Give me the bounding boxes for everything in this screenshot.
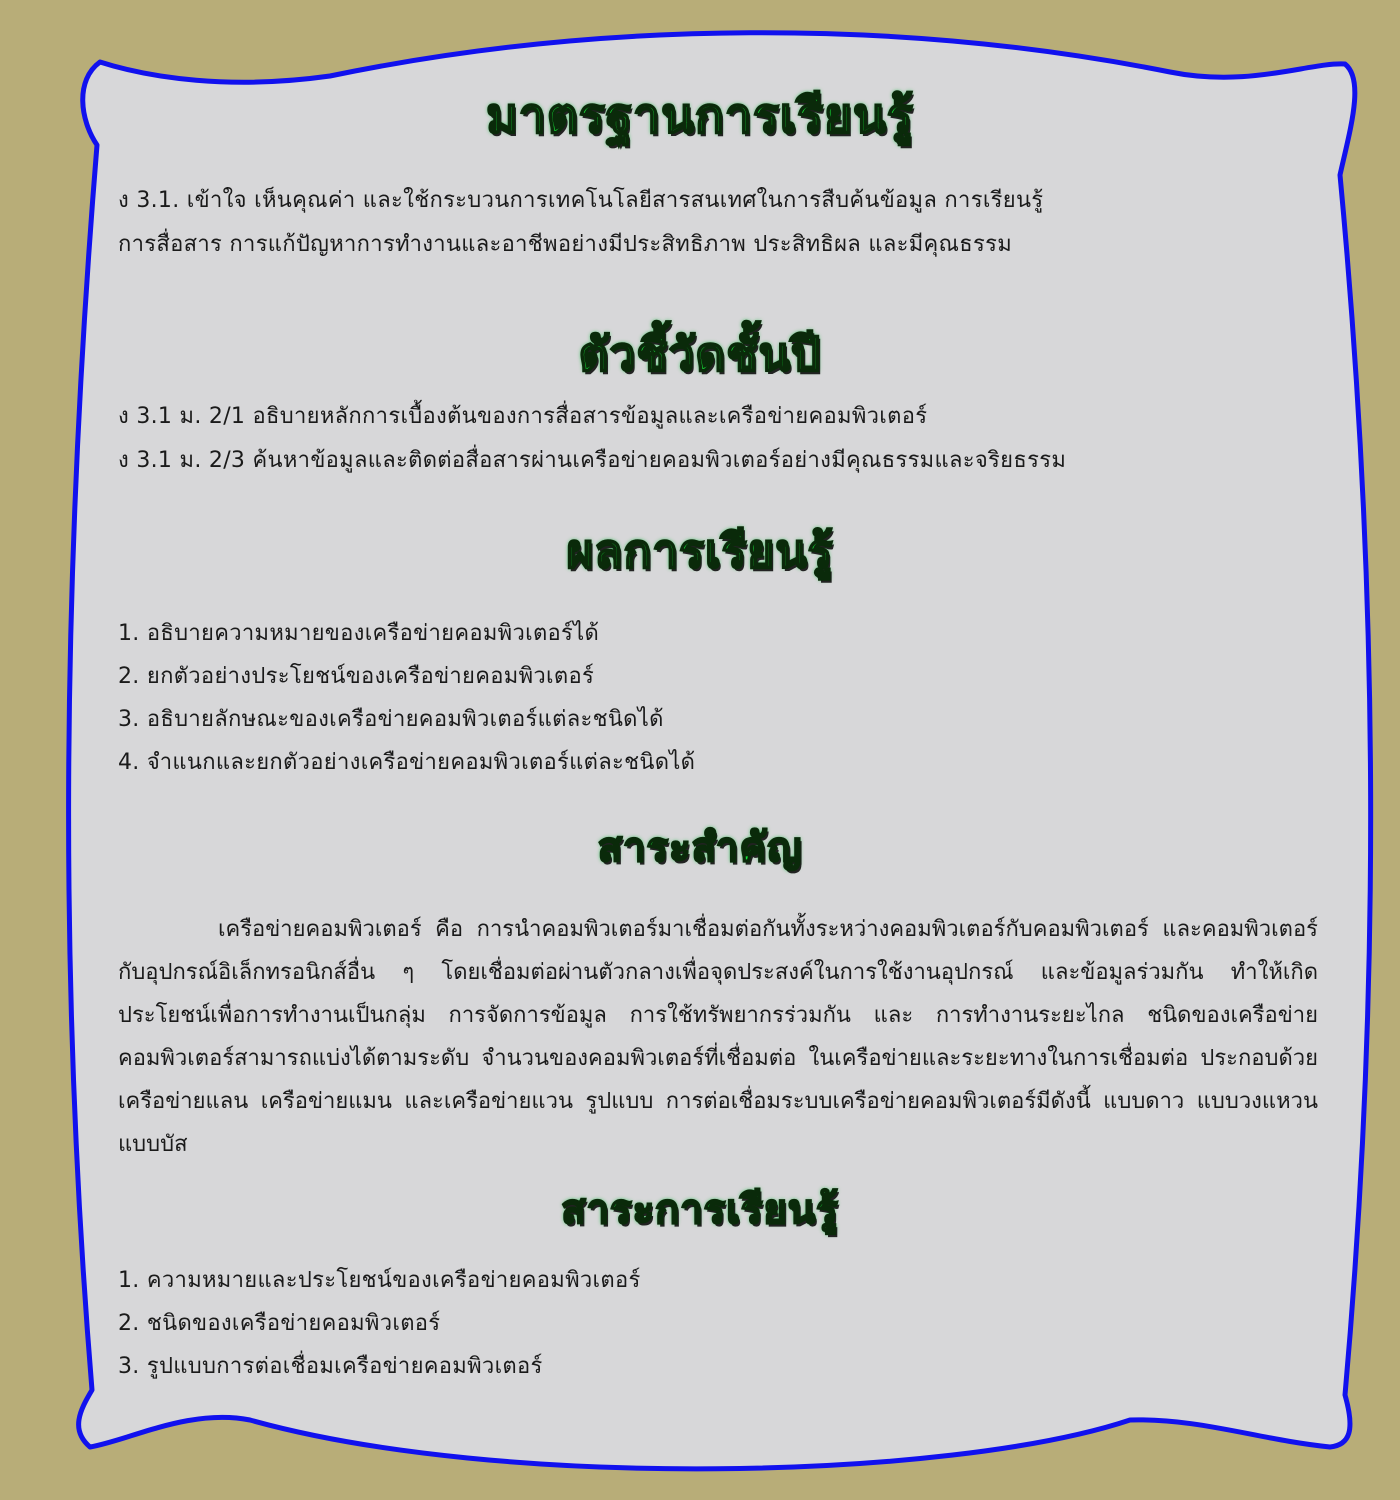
content-title: สาระการเรียนรู้ [561,1187,839,1233]
outcome-item-3: 3. อธิบายลักษณะของเครือข่ายคอมพิวเตอร์แต่ละชนิดได้ [118,707,664,732]
outcome-item-1: 1. อธิบายความหมายของเครือข่ายคอมพิวเตอร์ได้ [118,621,600,646]
indicator-item-2: ง 3.1 ม. 2/3 ค้นหาข้อมูลและติดต่อสื่อสารผ่านเครือข่ายคอมพิวเตอร์อย่างมีคุณธรรมและจริยธรรม [118,448,1067,473]
content-item-3: 3. รูปแบบการต่อเชื่อมเครือข่ายคอมพิวเตอร์ [118,1354,543,1379]
outcome-item-4: 4. จำแนกและยกตัวอย่างเครือข่ายคอมพิวเตอร์แต่ละชนิดได้ [118,750,696,775]
outcome-item-2: 2. ยกตัวอย่างประโยชน์ของเครือข่ายคอมพิวเตอร์ [118,664,595,689]
outcomes-title: ผลการเรียนรู้ [566,524,834,578]
content-item-2: 2. ชนิดของเครือข่ายคอมพิวเตอร์ [118,1311,441,1336]
key-concept-title: สาระสำคัญ [597,825,803,871]
standard-title: มาตรฐานการเรียนรู้ [486,88,914,144]
key-concept-paragraph: เครือข่ายคอมพิวเตอร์ คือ การนำคอมพิวเตอร์มาเชื่อมต่อกันทั้งระหว่างคอมพิวเตอร์กับคอมพิวเตอร์ และคอมพิวเตอร์กับอุปกรณ์อิเล็กทรอนิกส์อื่น ๆ โดยเชื่อมต่อผ่านตัวกลางเพื่อจุดประสงค์ในการใช้งานอุปกรณ์ และข้อมูลร่วมกัน ทำให้เกิดประโยชน์เพื่อการทำงานเป็นกลุ่ม การจัดการข้อมูล การใช้ทรัพยากรร่วมกัน และ การทำงานระยะไกล ชนิดของเครือข่ายคอมพิวเตอร์สามารถแบ่งได้ตามระดับ จำนวนของคอมพิวเตอร์ที่เชื่อมต่อ ในเครือข่ายและระยะทางในการเชื่อมต่อ ประกอบด้วยเครือข่ายแลน เครือข่ายแมน และเครือข่ายแวน รูปแบบ การต่อเชื่อมระบบเครือข่ายคอมพิวเตอร์มีดังนี้ แบบดาว แบบวงแหวน แบบบัส [118,917,1318,1157]
standard-line-2: การสื่อสาร การแก้ปัญหาการทำงานและอาชีพอย่างมีประสิทธิภาพ ประสิทธิผล และมีคุณธรรม [118,232,1013,257]
content-item-1: 1. ความหมายและประโยชน์ของเครือข่ายคอมพิวเตอร์ [118,1268,641,1293]
standard-line-1: ง 3.1. เข้าใจ เห็นคุณค่า และใช้กระบวนการเทคโนโลยีสารสนเทศในการสืบค้นข้อมูล การเรียนรู้ [118,188,1044,213]
indicators-title: ตัวชี้วัดชั้นปี [578,327,822,381]
indicator-item-1: ง 3.1 ม. 2/1 อธิบายหลักการเบื้องต้นของการสื่อสารข้อมูลและเครือข่ายคอมพิวเตอร์ [118,404,928,429]
